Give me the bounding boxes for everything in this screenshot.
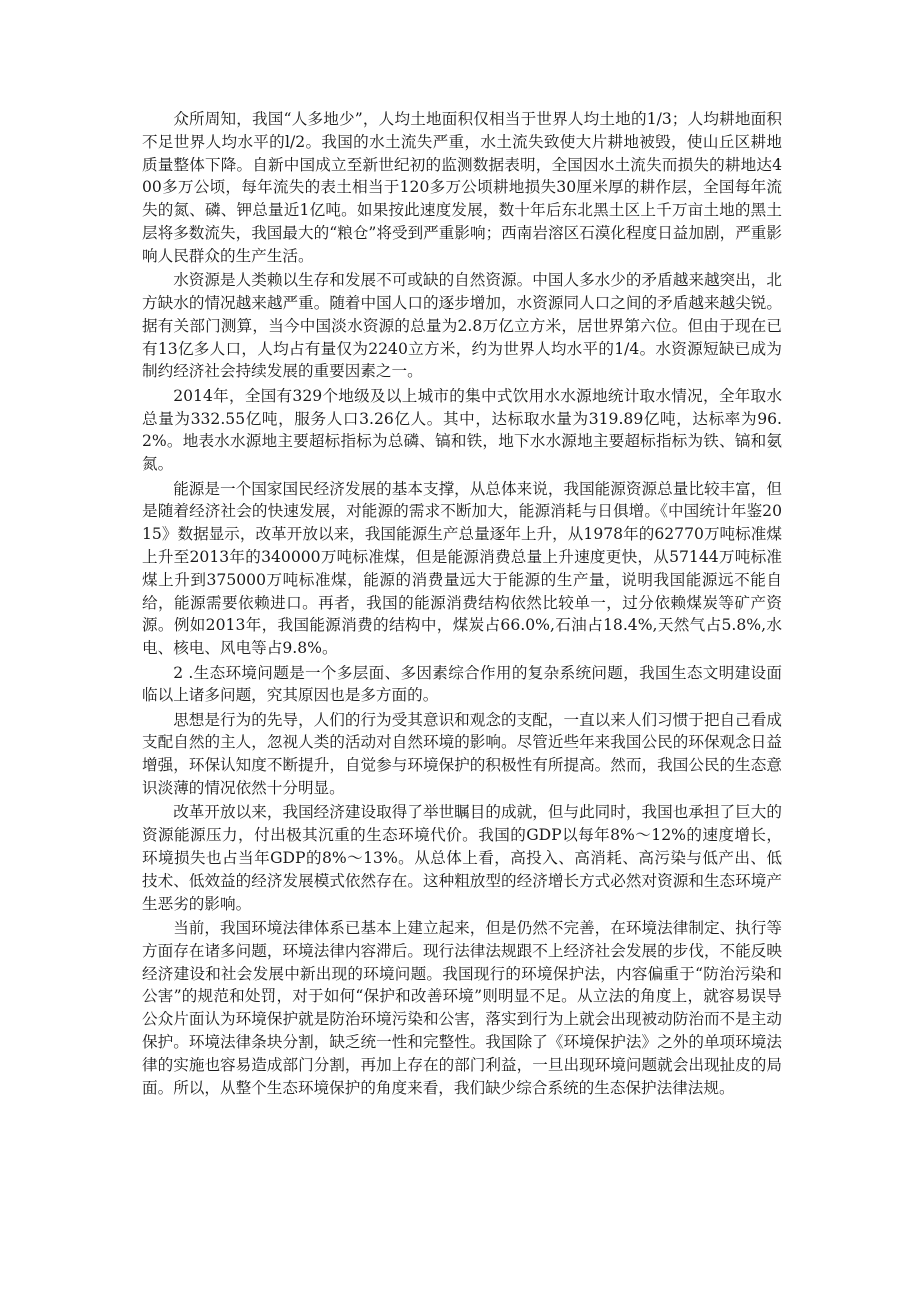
paragraph-land: 众所周知，我国“人多地少”，人均土地面积仅相当于世界人均土地的1/3；人均耕地面积不足世界人均水平的l/2。我国的水土流失严重，水土流失致使大片耕地被毁，使山丘区耕地质量整体下降。自新中国成立至新世纪初的监测数据表明，全国因水土流失而损失的耕地达400多万公顷，每年流失的表土相当于120多万公顷耕地损失30厘米厚的耕作层，全国每年流失的氮、磷、钾总量近1亿吨。如果按此速度发展，数十年后东北黑土区上千万亩土地的黑土层将多数流失，我国最大的“粮仓”将受到严重影响；西南岩溶区石漠化程度日益加剧，严重影响人民群众的生产生活。 (142, 110, 782, 265)
paragraph-awareness: 思想是行为的先导，人们的行为受其意识和观念的支配，一直以来人们习惯于把自己看成支配自然的主人，忽视人类的活动对自然环境的影响。尽管近些年来我国公民的环保观念日益增强，环保认知度不断提升，自觉参与环境保护的积极性有所提高。然而，我国公民的生态意识淡薄的情况依然十分明显。 (142, 710, 782, 798)
paragraph-economy: 改革开放以来，我国经济建设取得了举世瞩目的成就，但与此同时，我国也承担了巨大的资源能源压力，付出极其沉重的生态环境代价。我国的GDP以每年8%〜12%的速度增长，环境损失也占当年GDP的8%〜13%。从总体上看，高投入、高消耗、高污染与低产出、低技术、低效益的经济发展模式依然存在。这种粗放型的经济增长方式必然对资源和生态环境产生恶劣的影响。 (142, 803, 782, 913)
paragraph-causes-intro: 2 .生态环境问题是一个多层面、多因素综合作用的复杂系统问题，我国生态文明建设面临以上诸多问题，究其原因也是多方面的。 (142, 663, 782, 705)
paragraph-energy: 能源是一个国家国民经济发展的基本支撑，从总体来说，我国能源资源总量比较丰富，但是随着经济社会的快速发展，对能源的需求不断加大，能源消耗与日俱增。《中国统计年鉴2015》数据显示，改革开放以来，我国能源生产总量逐年上升，从1978年的62770万吨标准煤上升至2013年的340000万吨标准煤，但是能源消费总量上升速度更快，从57144万吨标准煤上升到375000万吨标准煤，能源的消费量远大于能源的生产量，说明我国能源远不能自给，能源需要依赖进口。再者，我国的能源消费结构依然比较单一，过分依赖煤炭等矿产资源。例如2013年，我国能源消费的结构中，煤炭占66.0%,石油占18.4%,天然气占5.8%,水电、核电、风电等占9.8%。 (142, 479, 782, 658)
paragraph-water: 水资源是人类赖以生存和发展不可或缺的自然资源。中国人多水少的矛盾越来越突出，北方缺水的情况越来越严重。随着中国人口的逐步增加，水资源同人口之间的矛盾越来越尖锐。据有关部门测算，当今中国淡水资源的总量为2.8万亿立方米，居世界第六位。但由于现在已有13亿多人口，人均占有量仅为2240立方米，约为世界人均水平的1/4。水资源短缺已成为制约经济社会持续发展的重要因素之一。 (142, 271, 782, 381)
paragraph-water-sources: 2014年，全国有329个地级及以上城市的集中式饮用水水源地统计取水情况，全年取水总量为332.55亿吨，服务人口3.26亿人。其中，达标取水量为319.89亿吨，达标率为96.2%。地表水水源地主要超标指标为总磷、镐和铁，地下水水源地主要超标指标为铁、镐和氨氮。 (142, 386, 782, 474)
paragraph-law: 当前，我国环境法律体系已基本上建立起来，但是仍然不完善，在环境法律制定、执行等方面存在诸多问题，环境法律内容滞后。现行法律法规跟不上经济社会发展的步伐，不能反映经济建设和社会发展中新出现的环境问题。我国现行的环境保护法，内容偏重于“防治污染和公害”的规范和处罚，对于如何“保护和改善环境”则明显不足。从立法的角度上，就容易误导公众片面认为环境保护就是防治环境污染和公害，落实到行为上就会出现被动防治而不是主动保护。环境法律条块分割，缺乏统一性和完整性。我国除了《环境保护法》之外的单项环境法律的实施也容易造成部门分割，再加上存在的部门利益，一旦出现环境问题就会出现扯皮的局面。所以，从整个生态环境保护的角度来看，我们缺少综合系统的生态保护法律法规。 (142, 919, 782, 1097)
document-body (142, 108, 782, 1101)
